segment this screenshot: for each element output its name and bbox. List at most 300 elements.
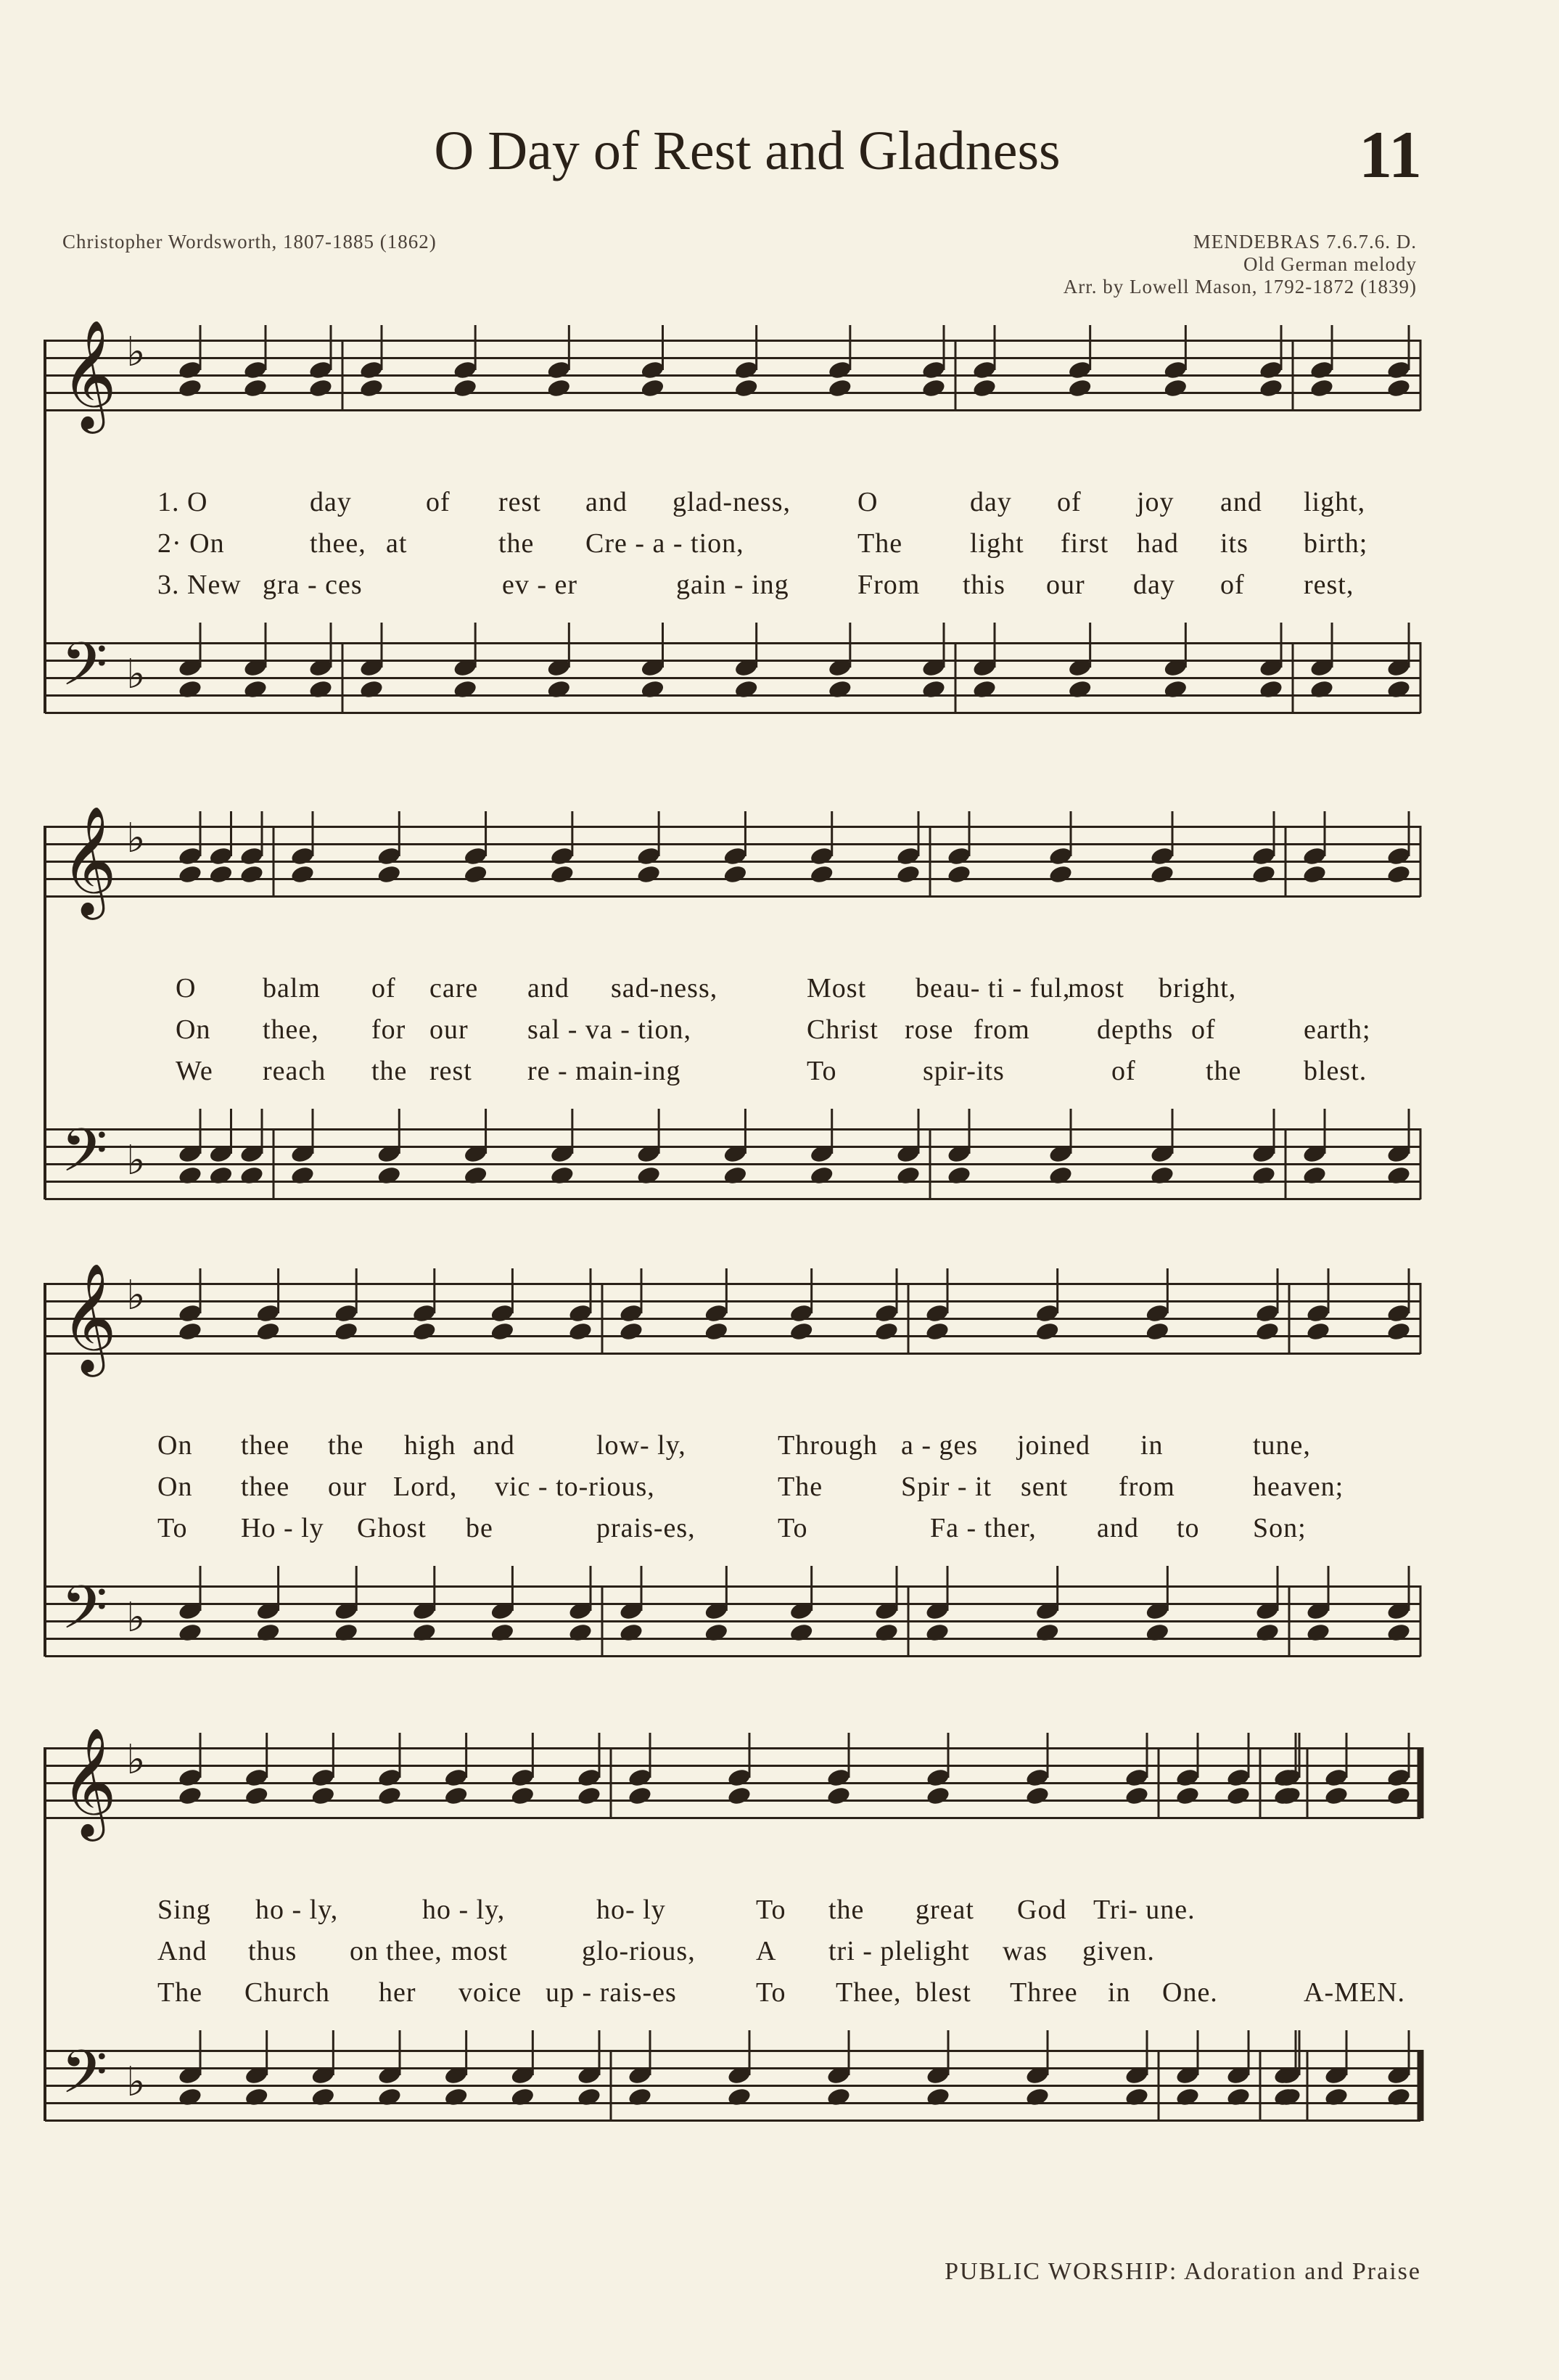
notehead: [576, 1767, 601, 1788]
notehead: [1067, 377, 1093, 398]
lyric-syllable: and: [1220, 487, 1262, 517]
notehead: [1301, 1165, 1327, 1186]
notehead: [1163, 657, 1188, 678]
notehead: [921, 657, 946, 678]
notehead: [1254, 1321, 1280, 1342]
notehead: [1034, 1321, 1060, 1342]
lyric-syllable: first: [1061, 528, 1109, 559]
lyric-syllable: To: [807, 1056, 837, 1086]
notehead: [358, 377, 384, 398]
notehead: [177, 1622, 202, 1643]
lyric-syllable: Ghost: [357, 1513, 427, 1543]
lyric-syllable: high: [404, 1430, 456, 1461]
notehead: [549, 1165, 575, 1186]
lyric-syllable: vic - to-rious,: [495, 1472, 655, 1502]
notehead: [809, 863, 834, 885]
notehead: [971, 377, 997, 398]
notehead: [704, 1302, 729, 1324]
lyric-syllable: sent: [1021, 1472, 1069, 1502]
bass-clef-icon: 𝄢: [61, 1572, 108, 1657]
lyric-syllable: re - main-ing: [527, 1056, 681, 1086]
notehead: [895, 863, 921, 885]
tune-arranger: Arr. by Lowell Mason, 1792-1872 (1839): [1063, 276, 1417, 298]
music-system: [45, 319, 1420, 740]
lyric-syllable: joined: [1017, 1430, 1090, 1461]
notehead: [289, 1143, 315, 1164]
notehead: [377, 2086, 402, 2107]
notehead: [1301, 1143, 1327, 1164]
lyric-syllable: To: [756, 1977, 786, 2008]
lyric-syllable: our: [429, 1014, 469, 1045]
notehead: [377, 1165, 402, 1186]
notehead: [895, 845, 921, 866]
lyric-line: [45, 1014, 1420, 1050]
notehead: [1048, 863, 1073, 885]
notehead: [925, 1767, 950, 1788]
notehead: [723, 845, 748, 866]
notehead: [510, 2064, 535, 2085]
notehead: [1323, 2086, 1349, 2107]
notehead: [1145, 1321, 1170, 1342]
lyric-syllable: Spir - it: [901, 1472, 992, 1502]
notehead: [1175, 2064, 1200, 2085]
lyric-syllable: Three: [1010, 1977, 1078, 2008]
notehead: [549, 1143, 575, 1164]
notehead: [443, 1767, 469, 1788]
flat-icon: ♭: [126, 1272, 146, 1319]
lyric-syllable: rest,: [1304, 570, 1354, 600]
notehead: [1251, 1143, 1276, 1164]
notehead: [576, 2064, 601, 2085]
lyric-syllable: Tri- une.: [1093, 1895, 1196, 1925]
notehead: [640, 657, 665, 678]
notehead: [1301, 845, 1327, 866]
lyric-line: [45, 1977, 1420, 2013]
notehead: [453, 359, 478, 380]
notehead: [549, 863, 575, 885]
notehead: [733, 359, 759, 380]
notehead: [463, 845, 488, 866]
lyric-syllable: given.: [1082, 1936, 1155, 1966]
notehead: [546, 678, 572, 699]
lyric-syllable: The: [857, 528, 903, 559]
notehead: [308, 657, 333, 678]
lyric-syllable: joy: [1137, 487, 1175, 517]
notehead: [827, 678, 852, 699]
notehead: [1386, 657, 1411, 678]
notehead: [443, 2064, 469, 2085]
lyric-syllable: Lord,: [393, 1472, 458, 1502]
lyric-syllable: One.: [1162, 1977, 1218, 2008]
lyric-syllable: Son;: [1253, 1513, 1307, 1543]
notehead: [827, 359, 852, 380]
notehead: [242, 377, 268, 398]
lyric-syllable: Thee,: [836, 1977, 902, 2008]
notehead: [723, 1165, 748, 1186]
notehead: [377, 2064, 402, 2085]
notehead: [1386, 2086, 1411, 2107]
notehead: [334, 1321, 359, 1342]
notehead: [704, 1600, 729, 1621]
lyric-syllable: the: [371, 1056, 408, 1086]
notehead: [1149, 845, 1175, 866]
notehead: [1024, 1785, 1050, 1806]
notehead: [1386, 377, 1411, 398]
lyric-syllable: ho- ly: [596, 1895, 666, 1925]
notehead: [826, 2086, 851, 2107]
lyric-syllable: and: [585, 487, 628, 517]
lyric-syllable: tri - ple: [828, 1936, 916, 1966]
flat-icon: ♭: [126, 1137, 146, 1184]
notehead: [924, 1622, 950, 1643]
flat-icon: ♭: [126, 329, 146, 376]
notehead: [1145, 1600, 1170, 1621]
lyric-syllable: earth;: [1304, 1014, 1371, 1045]
notehead: [177, 678, 202, 699]
notehead: [723, 1143, 748, 1164]
lyric-syllable: Cre - a - tion,: [585, 528, 744, 559]
notehead: [177, 2064, 202, 2085]
lyric-syllable: most: [451, 1936, 508, 1966]
notehead: [510, 2086, 535, 2107]
lyric-line: [45, 528, 1420, 564]
lyric-line: [45, 1055, 1420, 1091]
lyric-syllable: the: [328, 1430, 364, 1461]
notehead: [1258, 678, 1283, 699]
notehead: [627, 2064, 652, 2085]
notehead: [1386, 1321, 1411, 1342]
notehead: [1149, 1143, 1175, 1164]
lyric-syllable: for: [371, 1014, 406, 1045]
lyric-syllable: Fa - ther,: [930, 1513, 1037, 1543]
notehead: [971, 359, 997, 380]
bass-clef-icon: 𝄢: [61, 1115, 108, 1200]
notehead: [704, 1622, 729, 1643]
notehead: [1386, 2064, 1411, 2085]
lyric-line: [45, 1429, 1420, 1466]
lyric-syllable: 3. New: [157, 570, 242, 600]
lyric-syllable: of: [1111, 1056, 1136, 1086]
notehead: [1149, 1165, 1175, 1186]
lyric-syllable: To: [756, 1895, 786, 1925]
notehead: [895, 1143, 921, 1164]
lyric-syllable: birth;: [1304, 528, 1368, 559]
notehead: [377, 1767, 402, 1788]
lyric-syllable: day: [1133, 570, 1175, 600]
notehead: [640, 678, 665, 699]
notehead: [873, 1302, 899, 1324]
tune-name: MENDEBRAS 7.6.7.6. D.: [1193, 231, 1417, 253]
lyric-syllable: And: [157, 1936, 207, 1966]
notehead: [490, 1600, 515, 1621]
lyric-syllable: On: [176, 1014, 211, 1045]
notehead: [1225, 2086, 1251, 2107]
music-system: [45, 805, 1420, 1226]
notehead: [726, 2086, 752, 2107]
lyric-syllable: spir-its: [923, 1056, 1005, 1086]
notehead: [490, 1622, 515, 1643]
lyric-syllable: glad-ness,: [672, 487, 791, 517]
lyric-syllable: from: [1119, 1472, 1175, 1502]
notehead: [873, 1321, 899, 1342]
notehead: [1067, 678, 1093, 699]
lyric-syllable: thus: [248, 1936, 297, 1966]
notehead: [1258, 657, 1283, 678]
lyric-syllable: to: [1177, 1513, 1200, 1543]
notehead: [789, 1622, 814, 1643]
notehead: [1309, 657, 1334, 678]
lyric-syllable: of: [1191, 1014, 1216, 1045]
notehead: [443, 1785, 469, 1806]
notehead: [627, 1785, 652, 1806]
notehead: [627, 2086, 652, 2107]
notehead: [971, 657, 997, 678]
notehead: [567, 1321, 593, 1342]
notehead: [1145, 1622, 1170, 1643]
lyric-syllable: was: [1003, 1936, 1048, 1966]
lyric-syllable: 1. O: [157, 487, 208, 517]
flat-icon: ♭: [126, 2059, 146, 2106]
notehead: [1024, 1767, 1050, 1788]
notehead: [873, 1600, 899, 1621]
category-footer: PUBLIC WORSHIP: Adoration and Praise: [945, 2258, 1421, 2285]
treble-clef-icon: 𝄞: [61, 1262, 117, 1372]
lyric-syllable: day: [970, 487, 1012, 517]
notehead: [239, 1165, 264, 1186]
lyric-syllable: and: [1097, 1513, 1139, 1543]
notehead: [1258, 377, 1283, 398]
tune-source: Old German melody: [1243, 253, 1417, 275]
notehead: [289, 1165, 315, 1186]
notehead: [827, 657, 852, 678]
notehead: [1386, 1302, 1411, 1324]
lyric-syllable: heaven;: [1253, 1472, 1344, 1502]
notehead: [255, 1622, 281, 1643]
notehead: [946, 845, 971, 866]
lyric-syllable: our: [328, 1472, 367, 1502]
lyric-syllable: in: [1140, 1430, 1164, 1461]
notehead: [443, 2086, 469, 2107]
notehead: [1254, 1302, 1280, 1324]
notehead: [946, 863, 971, 885]
notehead: [244, 2086, 269, 2107]
notehead: [636, 1165, 662, 1186]
lyric-syllable: gra - ces: [263, 570, 363, 600]
notehead: [636, 863, 662, 885]
lyric-syllable: thee,: [263, 1014, 319, 1045]
notehead: [1048, 1143, 1073, 1164]
notehead: [1225, 2064, 1251, 2085]
notehead: [490, 1321, 515, 1342]
lyric-syllable: ho - ly,: [255, 1895, 339, 1925]
notehead: [310, 2086, 336, 2107]
notehead: [208, 845, 234, 866]
lyric-syllable: depths: [1097, 1014, 1174, 1045]
lyric-syllable: voice: [458, 1977, 522, 2008]
lyric-line: [45, 486, 1420, 522]
notehead: [289, 845, 315, 866]
notehead: [1175, 1785, 1200, 1806]
notehead: [1309, 377, 1334, 398]
lyric-syllable: To: [778, 1513, 808, 1543]
notehead: [618, 1600, 643, 1621]
treble-clef-icon: 𝄞: [61, 805, 117, 915]
lyric-syllable: Church: [244, 1977, 330, 2008]
notehead: [208, 1165, 234, 1186]
notehead: [924, 1600, 950, 1621]
notehead: [1301, 863, 1327, 885]
lyric-syllable: Christ: [807, 1014, 879, 1045]
notehead: [1034, 1600, 1060, 1621]
treble-clef-icon: 𝄞: [61, 1726, 117, 1837]
notehead: [1175, 2086, 1200, 2107]
lyric-syllable: thee: [241, 1472, 290, 1502]
notehead: [1163, 678, 1188, 699]
notehead: [1386, 1600, 1411, 1621]
notehead: [1034, 1302, 1060, 1324]
notehead: [1145, 1302, 1170, 1324]
notehead: [789, 1302, 814, 1324]
notehead: [177, 845, 202, 866]
flat-icon: ♭: [126, 651, 146, 698]
notehead: [177, 2086, 202, 2107]
lyric-syllable: thee,: [386, 1936, 443, 1966]
notehead: [546, 359, 572, 380]
music-system: [45, 1263, 1420, 1683]
notehead: [640, 377, 665, 398]
notehead: [463, 1165, 488, 1186]
notehead: [358, 359, 384, 380]
notehead: [946, 1143, 971, 1164]
notehead: [358, 657, 384, 678]
lyric-syllable: light: [916, 1936, 970, 1966]
notehead: [1034, 1622, 1060, 1643]
notehead: [733, 678, 759, 699]
notehead: [925, 1785, 950, 1806]
lyric-line: [45, 1471, 1420, 1507]
notehead: [289, 863, 315, 885]
notehead: [1225, 1767, 1251, 1788]
notehead: [921, 359, 946, 380]
notehead: [733, 377, 759, 398]
notehead: [1305, 1321, 1330, 1342]
notehead: [789, 1321, 814, 1342]
notehead: [1124, 1785, 1149, 1806]
notehead: [549, 845, 575, 866]
lyric-syllable: in: [1108, 1977, 1131, 2008]
notehead: [177, 1600, 202, 1621]
flat-icon: ♭: [126, 815, 146, 862]
notehead: [463, 1143, 488, 1164]
notehead: [411, 1622, 437, 1643]
lyric-syllable: be: [466, 1513, 493, 1543]
notehead: [1225, 1785, 1251, 1806]
notehead: [334, 1600, 359, 1621]
notehead: [723, 863, 748, 885]
notehead: [308, 678, 333, 699]
notehead: [1251, 845, 1276, 866]
notehead: [310, 2064, 336, 2085]
notehead: [411, 1321, 437, 1342]
notehead: [377, 1785, 402, 1806]
lyric-syllable: reach: [263, 1056, 326, 1086]
notehead: [618, 1302, 643, 1324]
notehead: [971, 678, 997, 699]
notehead: [1254, 1622, 1280, 1643]
lyric-syllable: the: [1206, 1056, 1242, 1086]
notehead: [636, 845, 662, 866]
lyric-syllable: had: [1137, 528, 1179, 559]
notehead: [177, 359, 202, 380]
lyric-syllable: care: [429, 973, 479, 1004]
notehead: [177, 1767, 202, 1788]
notehead: [1124, 1767, 1149, 1788]
notehead: [453, 377, 478, 398]
flat-icon: ♭: [126, 1736, 146, 1784]
lyric-syllable: Ho - ly: [241, 1513, 324, 1543]
notehead: [1124, 2086, 1149, 2107]
treble-clef-icon: 𝄞: [61, 319, 117, 429]
notehead: [925, 2086, 950, 2107]
lyric-syllable: light,: [1304, 487, 1366, 517]
notehead: [308, 377, 333, 398]
notehead: [177, 657, 202, 678]
lyric-syllable: our: [1046, 570, 1085, 600]
notehead: [809, 845, 834, 866]
notehead: [310, 1767, 336, 1788]
notehead: [546, 377, 572, 398]
lyric-line: [45, 569, 1420, 605]
notehead: [567, 1622, 593, 1643]
notehead: [208, 863, 234, 885]
notehead: [1323, 1767, 1349, 1788]
lyric-syllable: Sing: [157, 1895, 211, 1925]
notehead: [1309, 678, 1334, 699]
notehead: [546, 657, 572, 678]
notehead: [921, 377, 946, 398]
notehead: [1305, 1622, 1330, 1643]
notehead: [789, 1600, 814, 1621]
lyric-syllable: sad-ness,: [611, 973, 718, 1004]
notehead: [1251, 863, 1276, 885]
lyric-syllable: from: [974, 1014, 1030, 1045]
lyric-syllable: gain - ing: [676, 570, 789, 600]
notehead: [1309, 359, 1334, 380]
notehead: [244, 1785, 269, 1806]
lyric-syllable: The: [157, 1977, 203, 2008]
lyric-syllable: low- ly,: [596, 1430, 686, 1461]
notehead: [1024, 2086, 1050, 2107]
notehead: [627, 1767, 652, 1788]
lyric-syllable: the: [828, 1895, 865, 1925]
notehead: [567, 1600, 593, 1621]
lyric-syllable: We: [176, 1056, 213, 1086]
lyric-syllable: her: [379, 1977, 416, 2008]
notehead: [177, 863, 202, 885]
lyric-syllable: of: [1220, 570, 1245, 600]
notehead: [1124, 2064, 1149, 2085]
notehead: [873, 1622, 899, 1643]
lyric-syllable: day: [310, 487, 352, 517]
notehead: [826, 1767, 851, 1788]
notehead: [244, 2064, 269, 2085]
notehead: [576, 1785, 601, 1806]
notehead: [310, 1785, 336, 1806]
notehead: [239, 1143, 264, 1164]
lyric-syllable: A-MEN.: [1304, 1977, 1406, 2008]
notehead: [1163, 377, 1188, 398]
lyric-syllable: tune,: [1253, 1430, 1311, 1461]
